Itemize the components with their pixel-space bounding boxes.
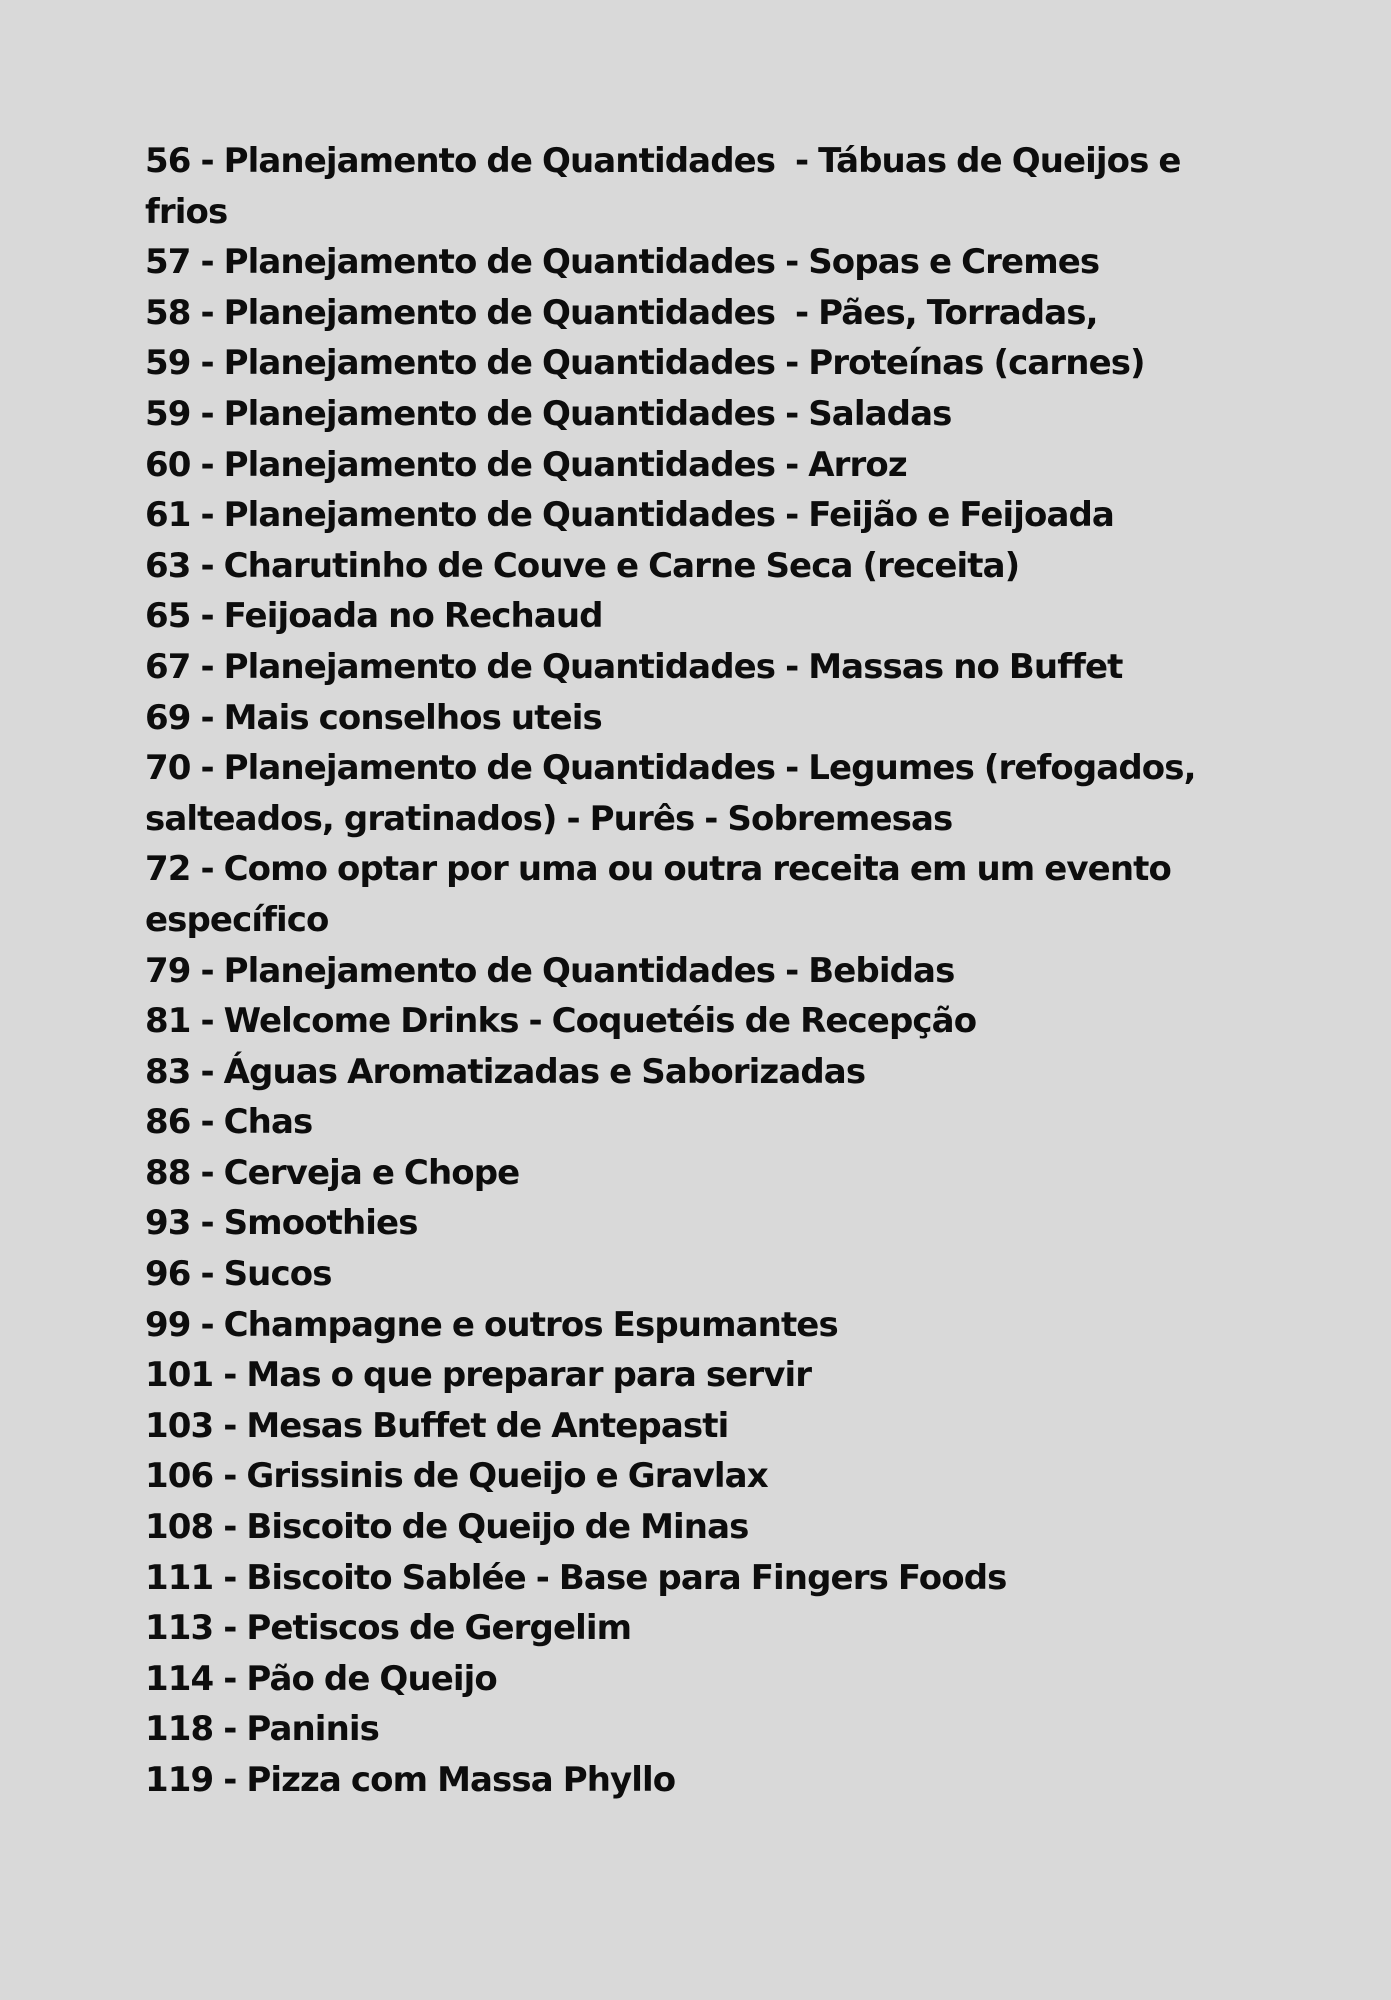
toc-entry-line: 81 - Welcome Drinks - Coquetéis de Recepção bbox=[145, 1001, 977, 1042]
toc-entry-line: 83 - Águas Aromatizadas e Saborizadas bbox=[145, 1051, 866, 1092]
toc-entry bbox=[145, 1502, 1255, 1553]
toc-entry bbox=[145, 338, 1255, 389]
toc-entry bbox=[145, 693, 1255, 744]
toc-entry bbox=[145, 1451, 1255, 1502]
table-of-contents bbox=[145, 136, 1255, 1806]
toc-entry bbox=[145, 490, 1255, 541]
toc-entry-line: 119 - Pizza com Massa Phyllo bbox=[145, 1760, 676, 1800]
toc-entry-line: 79 - Planejamento de Quantidades - Bebidas bbox=[145, 950, 955, 991]
toc-entry-line: 101 - Mas o que preparar para servir bbox=[145, 1355, 812, 1396]
toc-entry-line: 118 - Paninis bbox=[145, 1709, 379, 1750]
toc-entry-line: 108 - Biscoito de Queijo de Minas bbox=[145, 1507, 749, 1548]
toc-entry-line: 88 - Cerveja e Chope bbox=[145, 1152, 520, 1193]
toc-entry bbox=[145, 440, 1255, 491]
toc-entry-line: frios bbox=[145, 191, 228, 232]
toc-entry bbox=[145, 288, 1255, 339]
toc-entry-line: 99 - Champagne e outros Espumantes bbox=[145, 1304, 838, 1345]
toc-entry-line: 57 - Planejamento de Quantidades - Sopas e Cremes bbox=[145, 242, 1100, 283]
toc-entry bbox=[145, 136, 1255, 237]
toc-entry bbox=[145, 1148, 1255, 1199]
toc-entry-line: 113 - Petiscos de Gergelim bbox=[145, 1608, 632, 1649]
toc-entry-line: 86 - Chas bbox=[145, 1102, 313, 1143]
toc-entry bbox=[145, 1704, 1255, 1755]
toc-entry-line: 60 - Planejamento de Quantidades - Arroz bbox=[145, 444, 907, 485]
toc-entry-line: 70 - Planejamento de Quantidades - Legumes (refogados, bbox=[145, 748, 1196, 789]
toc-entry bbox=[145, 1249, 1255, 1300]
toc-entry bbox=[145, 541, 1255, 592]
toc-entry-line: 106 - Grissinis de Queijo e Gravlax bbox=[145, 1456, 768, 1497]
toc-entry bbox=[145, 946, 1255, 997]
toc-entry-line: 111 - Biscoito Sablée - Base para Fingers Foods bbox=[145, 1557, 1007, 1598]
toc-entry-line: 67 - Planejamento de Quantidades - Massas no Buffet bbox=[145, 646, 1123, 687]
toc-entry bbox=[145, 642, 1255, 693]
toc-entry bbox=[145, 1603, 1255, 1654]
toc-entry-line: salteados, gratinados) - Purês - Sobremesas bbox=[145, 798, 953, 839]
toc-entry-line: 56 - Planejamento de Quantidades - Tábuas de Queijos e bbox=[145, 141, 1181, 181]
toc-entry-line: 103 - Mesas Buffet de Antepasti bbox=[145, 1405, 729, 1446]
toc-entry bbox=[145, 1097, 1255, 1148]
toc-entry-line: 63 - Charutinho de Couve e Carne Seca (receita) bbox=[145, 545, 1020, 586]
toc-entry bbox=[145, 1755, 1255, 1806]
toc-entry-line: 59 - Planejamento de Quantidades - Saladas bbox=[145, 393, 952, 434]
toc-entry bbox=[145, 1553, 1255, 1604]
toc-entry bbox=[145, 237, 1255, 288]
toc-entry-line: 59 - Planejamento de Quantidades - Proteínas (carnes) bbox=[145, 343, 1145, 384]
toc-entry bbox=[145, 1401, 1255, 1452]
toc-entry bbox=[145, 996, 1255, 1047]
toc-entry bbox=[145, 1198, 1255, 1249]
toc-entry-line: 58 - Planejamento de Quantidades - Pães, Torradas, bbox=[145, 292, 1098, 333]
toc-entry bbox=[145, 743, 1255, 844]
toc-entry-line: 114 - Pão de Queijo bbox=[145, 1658, 497, 1699]
toc-entry-line: 72 - Como optar por uma ou outra receita em um evento bbox=[145, 849, 1171, 890]
toc-entry-line: 65 - Feijoada no Rechaud bbox=[145, 596, 603, 637]
toc-entry bbox=[145, 1654, 1255, 1705]
toc-entry bbox=[145, 1047, 1255, 1098]
toc-entry bbox=[145, 1350, 1255, 1401]
toc-entry-line: 96 - Sucos bbox=[145, 1254, 332, 1295]
toc-entry bbox=[145, 1300, 1255, 1351]
toc-entry bbox=[145, 389, 1255, 440]
toc-entry bbox=[145, 591, 1255, 642]
toc-entry bbox=[145, 844, 1255, 945]
toc-entry-line: 93 - Smoothies bbox=[145, 1203, 418, 1244]
toc-entry-line: 61 - Planejamento de Quantidades - Feijão e Feijoada bbox=[145, 495, 1114, 536]
toc-entry-line: 69 - Mais conselhos uteis bbox=[145, 697, 602, 738]
toc-entry-line: específico bbox=[145, 899, 329, 940]
